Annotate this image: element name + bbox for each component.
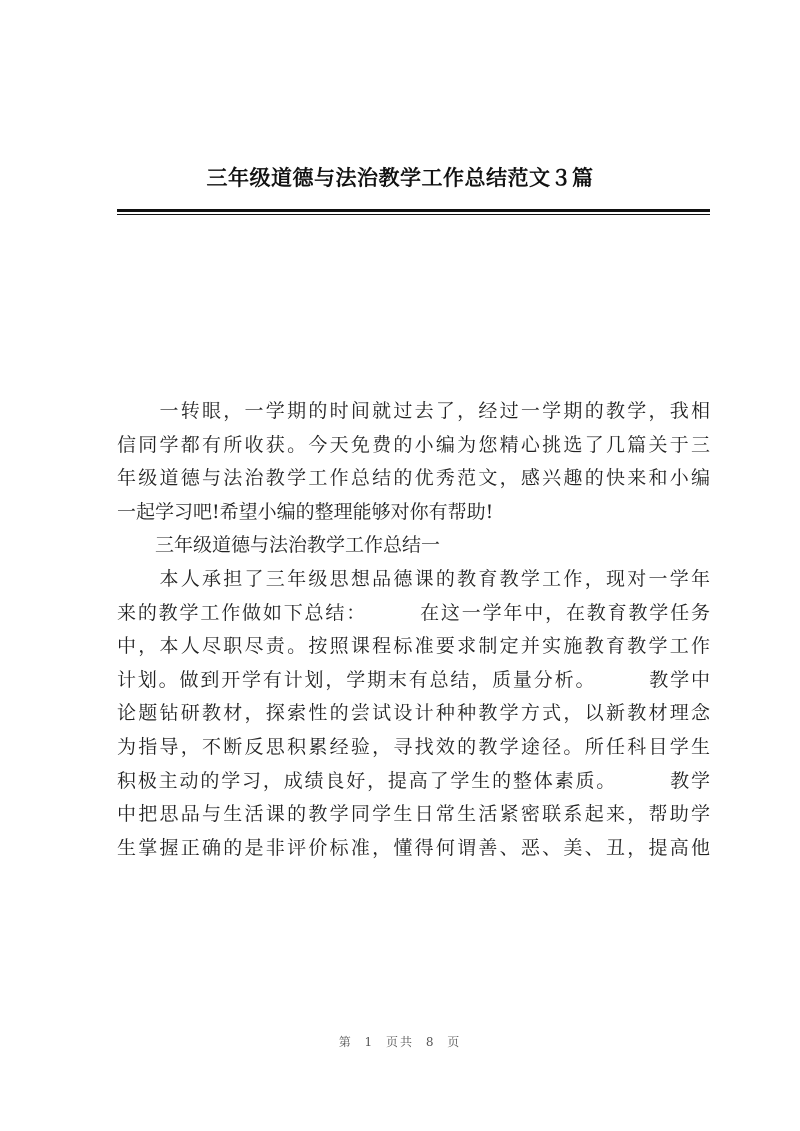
body-line: 一起学习吧!希望小编的整理能够对你有帮助! — [117, 500, 494, 523]
body-line: 中把思品与生活课的教学同学生日常生活紧密联系起来，帮助学 — [117, 803, 710, 826]
body-line: 中，本人尽职尽责。按照课程标准要求制定并实施教育教学工作 — [117, 635, 710, 658]
page-footer: 第 1 页共 8 页 — [338, 1035, 462, 1049]
title-underline-thin — [117, 214, 710, 215]
document-title: 三年级道德与法治教学工作总结范文３篇 — [206, 165, 594, 190]
body-line: 本人承担了三年级思想品德课的教育教学工作，现对一学年 — [117, 567, 710, 590]
body-line: 信同学都有所收获。今天免费的小编为您精心挑选了几篇关于三 — [117, 433, 710, 456]
body-line: 为指导，不断反思积累经验，寻找效的教学途径。所任科目学生 — [117, 735, 710, 758]
body-line: 计划。做到开学有计划，学期末有总结，质量分析。 教学中 — [117, 668, 710, 691]
body-line: 年级道德与法治教学工作总结的优秀范文，感兴趣的快来和小编 — [117, 467, 710, 490]
document-body — [117, 395, 710, 865]
body-line: 一转眼，一学期的时间就过去了，经过一学期的教学，我相 — [117, 400, 710, 422]
body-line: 论题钻研教材，探索性的尝试设计种种教学方式，以新教材理念 — [117, 702, 710, 725]
section-heading: 三年级道德与法治教学工作总结一 — [117, 534, 441, 557]
title-underline-thick — [117, 209, 710, 212]
body-line: 来的教学工作做如下总结： 在这一学年中，在教育教学任务 — [117, 601, 710, 624]
body-line: 积极主动的学习，成绩良好，提高了学生的整体素质。 教学 — [117, 769, 710, 792]
body-line: 生掌握正确的是非评价标准，懂得何谓善、恶、美、丑，提高他 — [117, 836, 710, 859]
